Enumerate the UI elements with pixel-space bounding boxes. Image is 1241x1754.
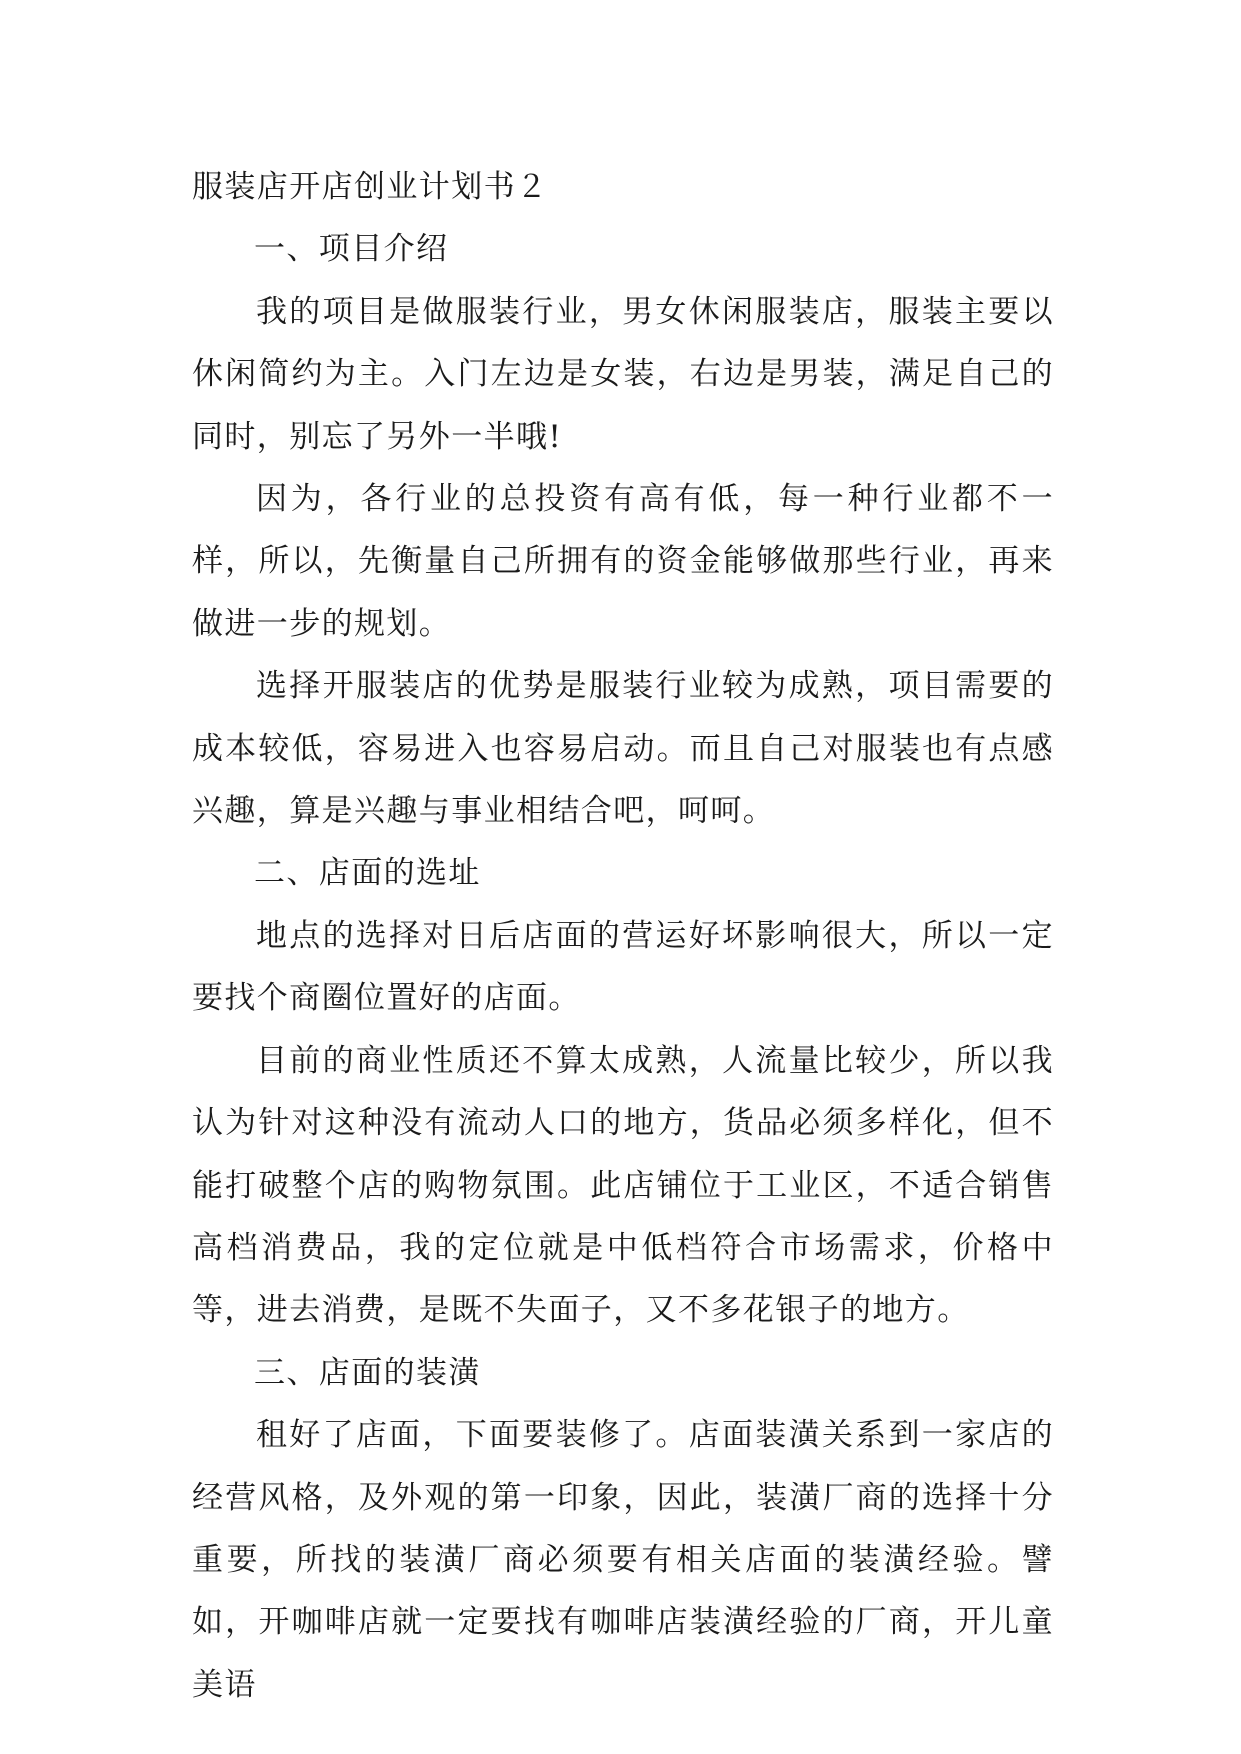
paragraph: 租好了店面，下面要装修了。店面装潢关系到一家店的经营风格，及外观的第一印象，因此，装潢厂商的选择十分重要，所找的装潢厂商必须要有相关店面的装潢经验。譬如，开咖啡店就一定要找有咖啡店装潢经验的厂商，开儿童美语 bbox=[192, 1417, 1054, 1703]
paragraph: 我的项目是做服装行业，男女休闲服装店，服装主要以休闲简约为主。入门左边是女装，右边是男装，满足自己的同时，别忘了另外一半哦! bbox=[192, 293, 1054, 455]
paragraph: 选择开服装店的优势是服装行业较为成熟，项目需要的成本较低，容易进入也容易启动。而且自己对服装也有点感兴趣，算是兴趣与事业相结合吧，呵呵。 bbox=[192, 668, 1054, 830]
document-body bbox=[192, 156, 1054, 1716]
section-heading-store-location: 二、店面的选址 bbox=[254, 855, 481, 892]
paragraph: 目前的商业性质还不算太成熟，人流量比较少，所以我认为针对这种没有流动人口的地方，货品必须多样化，但不能打破整个店的购物氛围。此店铺位于工业区，不适合销售高档消费品，我的定位就是中低档符合市场需求，价格中等，进去消费，是既不失面子，又不多花银子的地方。 bbox=[192, 1042, 1054, 1329]
paragraph: 因为，各行业的总投资有高有低，每一种行业都不一样，所以，先衡量自己所拥有的资金能够做那些行业，再来做进一步的规划。 bbox=[192, 481, 1054, 642]
document-title: 服装店开店创业计划书２ bbox=[192, 169, 549, 205]
section-heading-store-decoration: 三、店面的装潢 bbox=[254, 1354, 481, 1391]
section-heading-project-intro: 一、项目介绍 bbox=[254, 231, 449, 268]
paragraph: 地点的选择对日后店面的营运好坏影响很大，所以一定要找个商圈位置好的店面。 bbox=[192, 917, 1054, 1017]
